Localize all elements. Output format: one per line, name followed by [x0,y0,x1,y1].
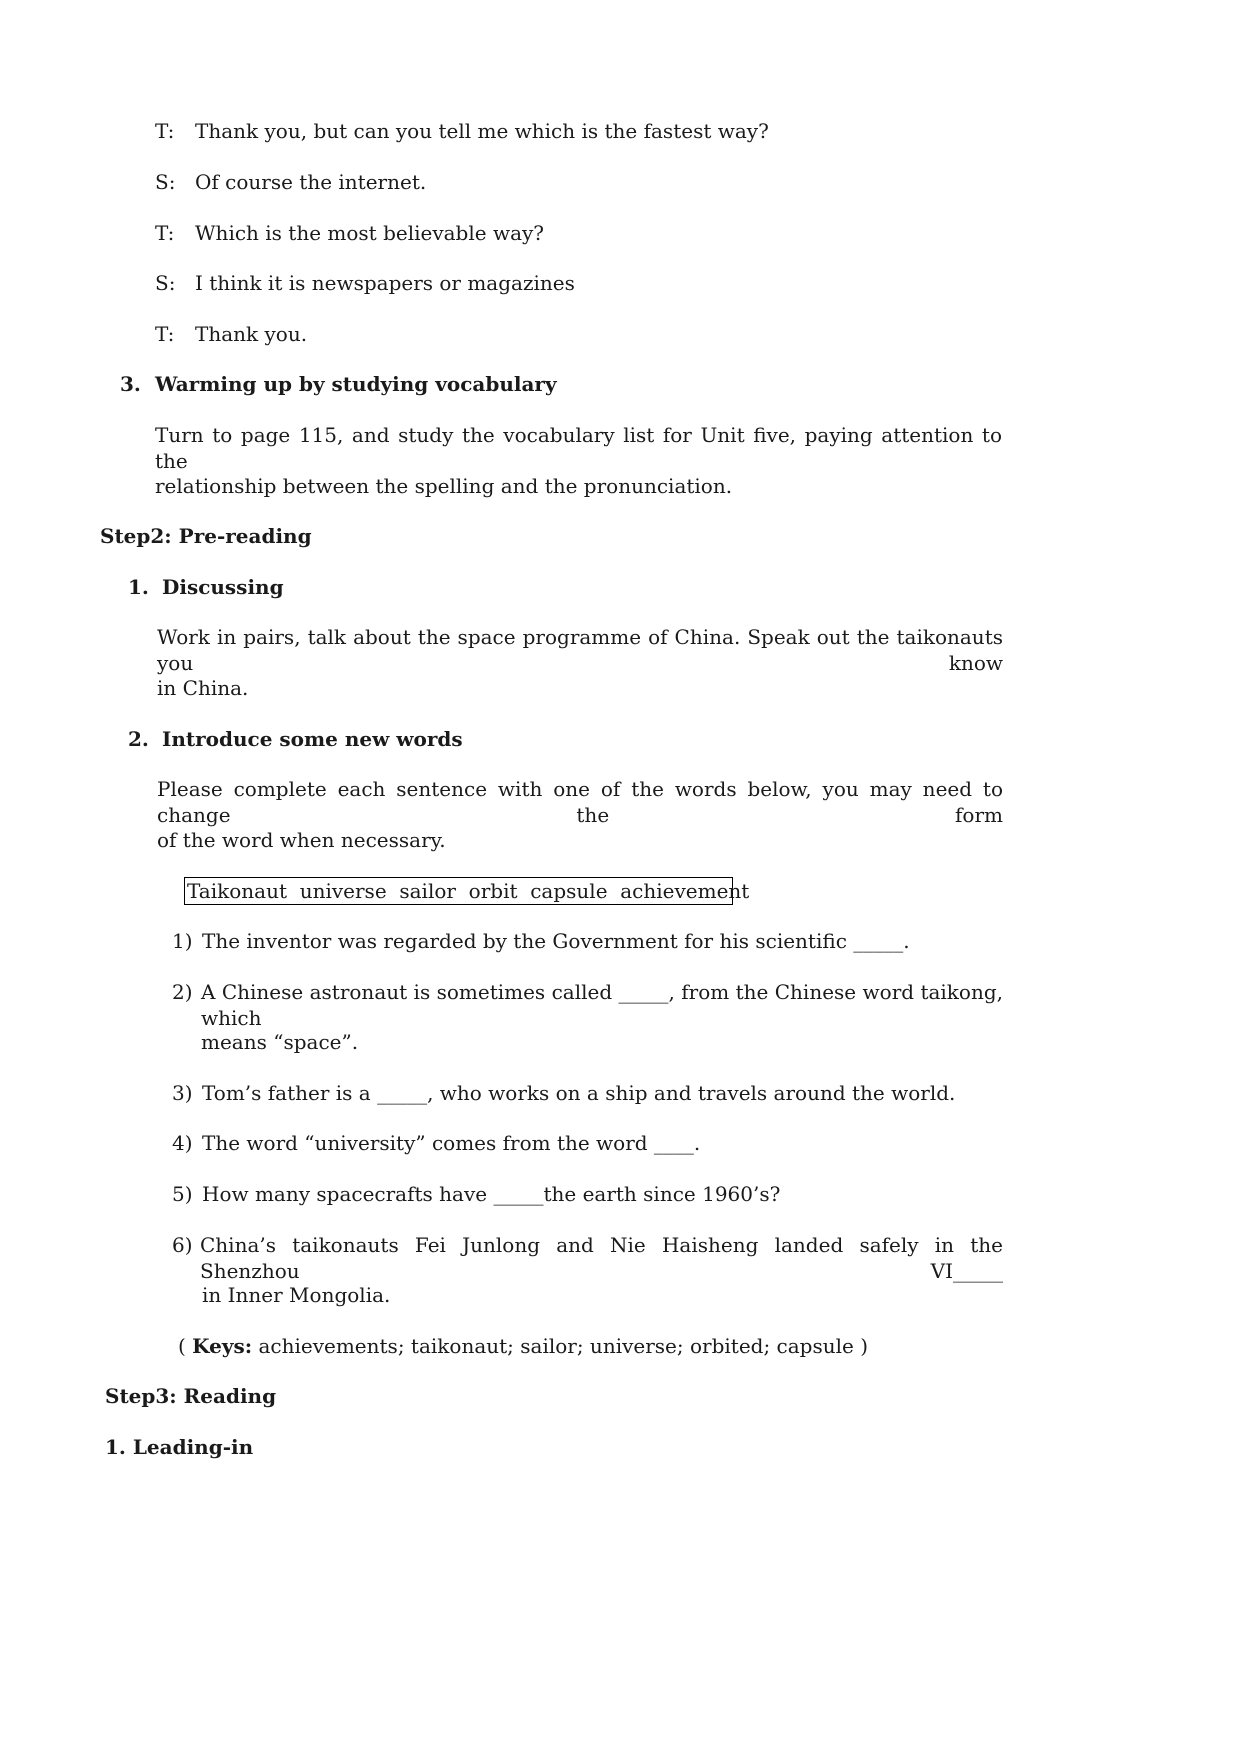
exercise-number: 1) [172,929,193,953]
section-heading: Warming up by studying vocabulary [155,372,557,396]
exercise-text: The inventor was regarded by the Government for his scientific _____. [202,929,910,953]
dialogue-speaker: S: [155,170,176,194]
step-title: Step2: Pre-reading [100,524,312,548]
exercise-number: 4) [172,1131,193,1155]
word-box: Taikonaut universe sailor orbit capsule achievement [184,877,733,905]
exercise-text: Tom’s father is a _____, who works on a ship and travels around the world. [202,1081,956,1105]
section-number: 1. [128,575,149,599]
section-heading: Introduce some new words [162,727,463,751]
section-number: 2. [128,727,149,751]
dialogue-speaker: T: [155,221,175,245]
exercise-number: 3) [172,1081,193,1105]
dialogue-speaker: T: [155,322,175,346]
exercise-text: A Chinese astronaut is sometimes called _____, from the Chinese word taikong, which [201,980,1003,1030]
dialogue-line: Of course the internet. [195,170,427,194]
step-title: Step3: Reading [105,1384,277,1408]
keys-answers: achievements; taikonaut; sailor; universe; orbited; capsule [258,1334,854,1358]
keys-line [178,1333,868,1359]
paragraph-line: in China. [157,676,249,700]
dialogue-speaker: T: [155,119,175,143]
paragraph-line: Please complete each sentence with one of the words below, you may need to change the form [157,777,1003,827]
paragraph-line: Turn to page 115, and study the vocabulary list for Unit five, paying attention to the [155,423,1002,473]
keys-label: Keys: [192,1334,253,1358]
keys-open-paren: ( [178,1334,186,1358]
section-heading: Discussing [162,575,284,599]
keys-close-paren: ) [860,1334,869,1358]
exercise-number: 6) [172,1233,193,1257]
paragraph-line: Work in pairs, talk about the space programme of China. Speak out the taikonauts you know [157,625,1003,675]
exercise-text: China’s taikonauts Fei Junlong and Nie Haisheng landed safely in the Shenzhou VI_____ [200,1233,1003,1283]
dialogue-line: Thank you, but can you tell me which is the fastest way? [195,119,769,143]
dialogue-line: I think it is newspapers or magazines [195,271,575,295]
exercise-text: means “space”. [201,1030,359,1054]
section-heading: 1. Leading-in [105,1435,254,1459]
exercise-text: The word “university” comes from the word ____. [202,1131,701,1155]
dialogue-speaker: S: [155,271,176,295]
paragraph-line: relationship between the spelling and the pronunciation. [155,474,733,498]
exercise-number: 5) [172,1182,193,1206]
exercise-text: How many spacecrafts have _____the earth since 1960’s? [202,1182,781,1206]
dialogue-line: Thank you. [195,322,308,346]
dialogue-line: Which is the most believable way? [195,221,545,245]
exercise-text: in Inner Mongolia. [202,1283,391,1307]
paragraph-line: of the word when necessary. [157,828,446,852]
section-number: 3. [120,372,141,396]
exercise-number: 2) [172,980,193,1004]
